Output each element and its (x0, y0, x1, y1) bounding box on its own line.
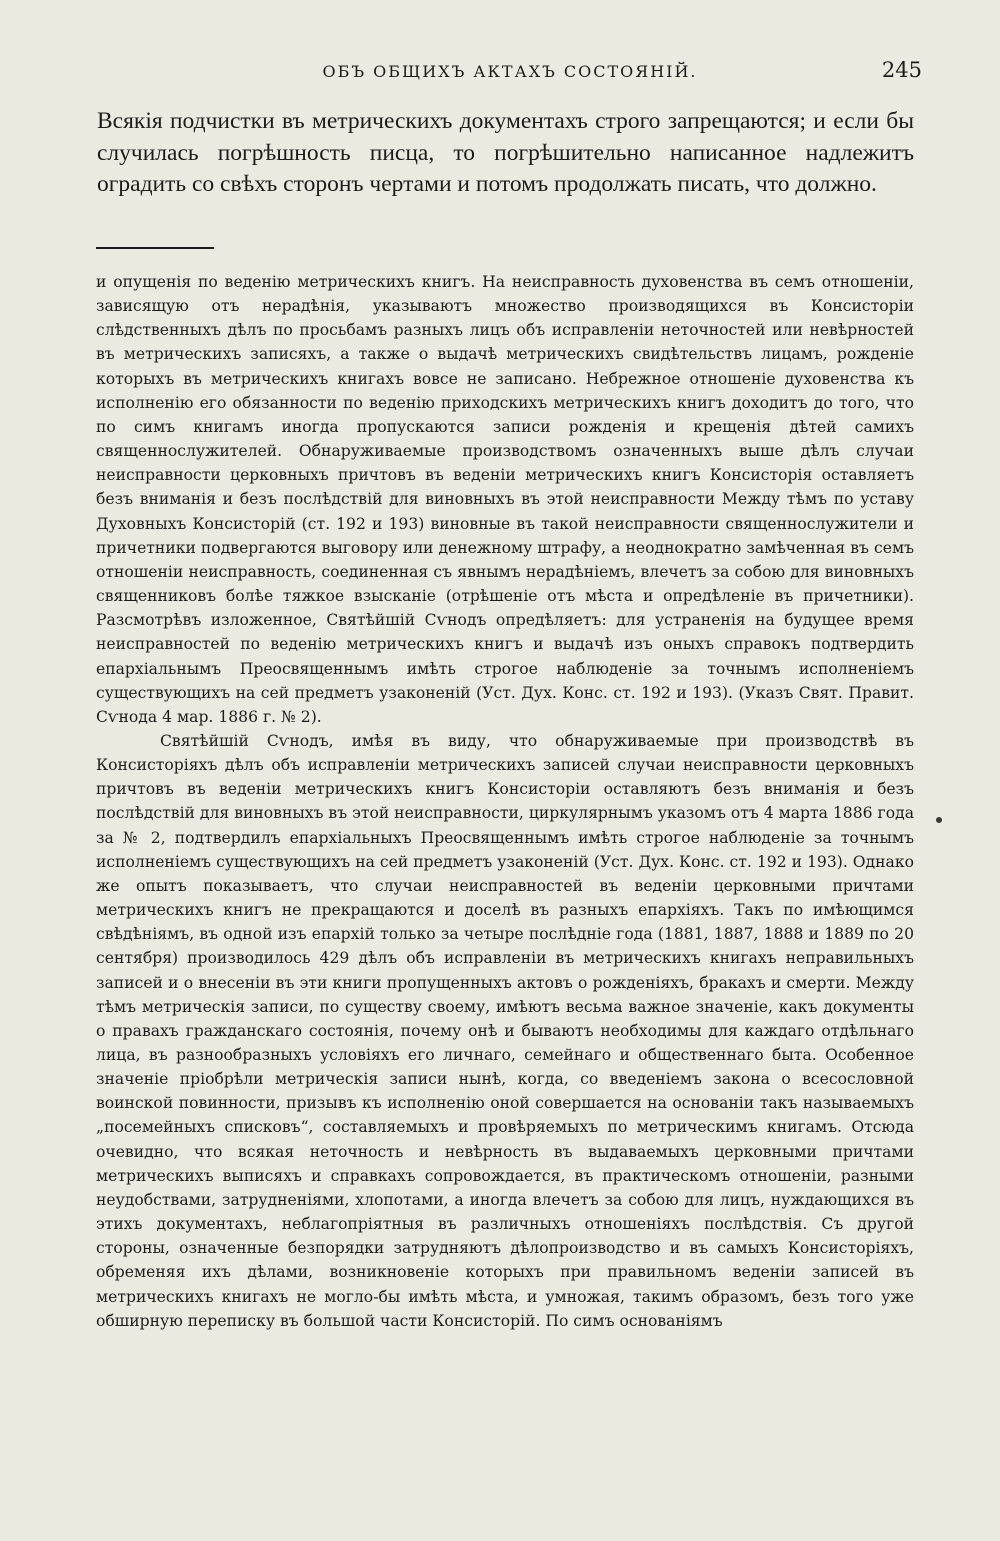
running-title: ОБЪ ОБЩИХЪ АКТАХЪ СОСТОЯНІЙ. (322, 62, 698, 81)
page-number: 245 (881, 58, 922, 82)
footnote-text: Всякія подчистки въ метрическихъ документахъ строго запрещаются; и если бы случилась погрѣшность писца, то погрѣшительно написанное надлежитъ оградить со свѣхъ сторонъ чертами и потомъ продолжать писать, что должно. (97, 108, 914, 197)
paragraph-continuation: и опущенія по веденію метрическихъ книгъ. На неисправность духовенства въ семъ отношеніи, зависящую отъ нерадѣнія, указываютъ множество производящихся въ Консисторіи слѣдственныхъ дѣлъ по просьбамъ разныхъ лицъ объ исправленіи неточностей или невѣрностей въ метрическихъ записяхъ, а также о выдачѣ метрическихъ свидѣтельствъ лицамъ, рожденіе которыхъ въ метрическихъ книгахъ вовсе не записано. Небрежное отношеніе духовенства къ исполненію его обязанности по веденію приходскихъ метрическихъ книгъ доходитъ до того, что по симъ книгамъ иногда пропускаются записи рожденія и крещенія дѣтей самихъ священнослужителей. Обнаруживаемые производствомъ означенныхъ выше дѣлъ случаи неисправности церковныхъ причтовъ въ веденіи метрическихъ книгъ Консисторія оставляетъ безъ вниманія и безъ послѣдствій для виновныхъ въ этой неисправности Между тѣмъ по уставу Духовныхъ Консисторій (ст. 192 и 193) виновные въ такой неисправности священнослужители и причетники подвергаются выговору или денежному штрафу, а неоднократно замѣченная въ семъ отношеніи неисправность, соединенная съ явнымъ нерадѣніемъ, влечетъ за собою для виновныхъ священниковъ болѣе тяжкое взысканіе (отрѣшеніе отъ мѣста и опредѣленіе въ причетники). Разсмотрѣвъ изложенное, Святѣйшій Сѵнодъ опредѣляетъ: для устраненія на будущее время неисправностей по веденію метрическихъ книгъ и выдачѣ изъ оныхъ справокъ подтвердить епархіальнымъ Преосвященнымъ имѣть строгое наблюденіе за точнымъ исполненіемъ существующихъ на сей предметъ узаконеній (Уст. Дух. Конс. ст. 192 и 193). (Указъ Свят. Правит. Сѵнода 4 мар. 1886 г. № 2). (96, 273, 914, 726)
separator-rule (96, 247, 214, 249)
paragraph-synod-decree: Святѣйшій Сѵнодъ, имѣя въ виду, что обнаруживаемые при производствѣ въ Консисторіяхъ дѣлъ объ исправленіи метрическихъ записей случаи неисправности церковныхъ причтовъ въ веденіи метрическихъ книгъ Консисторіи оставляютъ безъ вниманія и безъ послѣдствій для виновныхъ въ этой неисправности, циркулярнымъ указомъ отъ 4 марта 1886 года за № 2, подтвердилъ епархіальныхъ Преосвященнымъ имѣть строгое наблюденіе за точнымъ исполненіемъ существующихъ на сей предметъ узаконеній (Уст. Дух. Конс. ст. 192 и 193). Однако же опытъ показываетъ, что случаи неисправностей въ веденіи церковными причтами метрическихъ книгъ не прекращаются и доселѣ въ разныхъ епархіяхъ. Такъ по имѣющимся свѣдѣніямъ, въ одной изъ епархій только за четыре послѣдніе года (1881, 1887, 1888 и 1889 по 20 сентября) производилось 429 дѣлъ объ исправленіи въ метрическихъ книгахъ неправильныхъ записей и о внесеніи въ эти книги пропущенныхъ актовъ о рожденіяхъ, бракахъ и смерти. Между тѣмъ метрическія записи, по существу своему, имѣютъ весьма важное значеніе, какъ документы о правахъ гражданскаго состоянія, почему онѣ и бываютъ необходимы для каждаго отдѣльнаго лица, въ разнообразныхъ условіяхъ его личнаго, семейнаго и общественнаго быта. Особенное значеніе пріобрѣли метрическія записи нынѣ, когда, со введеніемъ закона о всесословной воинской повинности, призывъ къ исполненію оной совершается на основаніи такъ называемыхъ „посемейныхъ списковъ“, составляемыхъ и провѣряемыхъ по метрическимъ книгамъ. Отсюда очевидно, что всякая неточность и невѣрность въ выдаваемыхъ церковными причтами метрическихъ выписяхъ и справкахъ сопровождается, въ практическомъ отношеніи, разными неудобствами, затрудненіями, хлопотами, а иногда влечетъ за собою для лицъ, нуждающихся въ этихъ документахъ, неблагопріятныя въ различныхъ отношеніяхъ послѣдствія. Съ другой стороны, означенные безпорядки затрудняютъ дѣлопроизводство и въ самыхъ Консисторіяхъ, обременяя ихъ дѣлами, возникновеніе которыхъ при правильномъ веденіи записей въ метрическихъ книгахъ не могло-бы имѣть мѣста, и умножая, такимъ образомъ, безъ того уже обширную переписку въ большой части Консисторій. По симъ основаніямъ (96, 731, 914, 1330)
running-header (90, 58, 930, 88)
margin-dot (936, 817, 942, 823)
body-text (96, 270, 914, 1333)
